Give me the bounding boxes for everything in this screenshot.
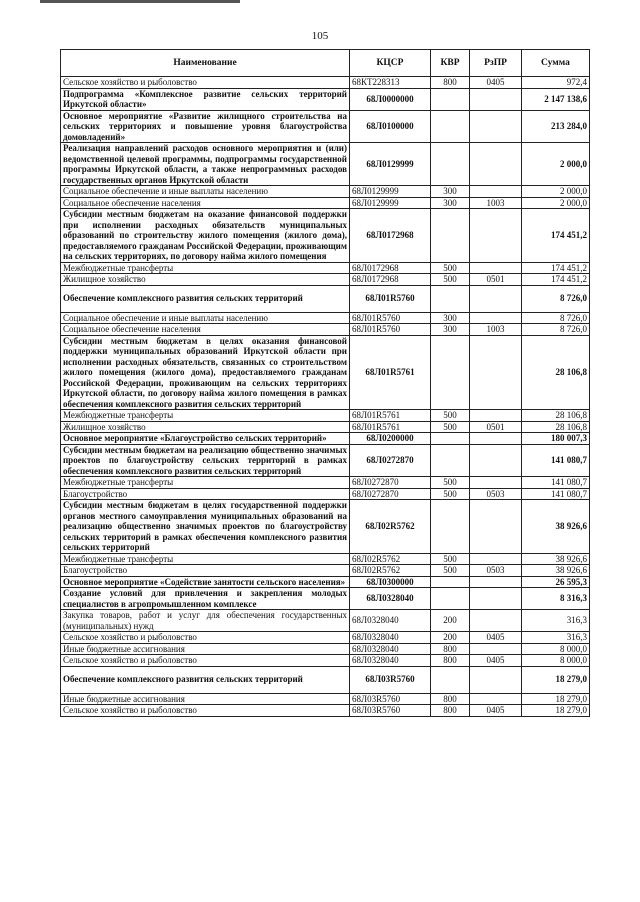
cell-rzpr: [470, 500, 522, 554]
cell-code: 68Л02R5762: [350, 553, 431, 565]
cell-name: Обеспечение комплексного развития сельских территорий: [61, 285, 350, 312]
cell-kvr: 500: [431, 410, 470, 422]
cell-name: Создание условий для привлечения и закрепления молодых специалистов в агропромышленном комплексе: [61, 588, 350, 610]
table-row: [61, 477, 590, 489]
cell-kvr: [431, 588, 470, 610]
cell-kvr: [431, 143, 470, 186]
cell-rzpr: [470, 643, 522, 655]
cell-rzpr: [470, 335, 522, 410]
cell-code: 68Л0129999: [350, 186, 431, 198]
cell-kvr: [431, 576, 470, 588]
cell-sum: 316,3: [522, 610, 590, 632]
cell-sum: 174 451,2: [522, 262, 590, 274]
cell-code: 68Л0172968: [350, 262, 431, 274]
cell-sum: 8 000,0: [522, 655, 590, 667]
table-header-row: [61, 50, 590, 77]
budget-table: [60, 49, 590, 717]
cell-kvr: [431, 500, 470, 554]
cell-code: 68Л0300000: [350, 576, 431, 588]
cell-code: 68Л01R5761: [350, 335, 431, 410]
cell-sum: 972,4: [522, 77, 590, 89]
cell-sum: 8 726,0: [522, 324, 590, 336]
cell-sum: 2 000,0: [522, 186, 590, 198]
cell-rzpr: 1003: [470, 324, 522, 336]
cell-name: Межбюджетные трансферты: [61, 477, 350, 489]
cell-rzpr: [470, 693, 522, 705]
cell-kvr: [431, 285, 470, 312]
cell-name: Межбюджетные трансферты: [61, 553, 350, 565]
table-row: [61, 500, 590, 554]
cell-rzpr: [470, 262, 522, 274]
cell-name: Иные бюджетные ассигнования: [61, 693, 350, 705]
cell-code: 68КТ228313: [350, 77, 431, 89]
cell-rzpr: 0501: [470, 421, 522, 433]
cell-kvr: 800: [431, 77, 470, 89]
cell-kvr: 500: [431, 553, 470, 565]
cell-name: Субсидии местным бюджетам в целях государственной поддержки органов местного самоуправления муниципальных образований на реализацию общественно значимых проектов по благоустройству сельских территорий в рамках обеспечения комплексного развития сельских территорий: [61, 500, 350, 554]
cell-sum: 8 726,0: [522, 285, 590, 312]
table-row: [61, 110, 590, 143]
cell-sum: 2 000,0: [522, 143, 590, 186]
cell-rzpr: 0405: [470, 77, 522, 89]
cell-sum: 213 284,0: [522, 110, 590, 143]
cell-kvr: [431, 335, 470, 410]
cell-sum: 180 007,3: [522, 433, 590, 445]
cell-name: Иные бюджетные ассигнования: [61, 643, 350, 655]
table-row: [61, 88, 590, 110]
cell-code: 68Л0272870: [350, 477, 431, 489]
cell-code: 68Л0328040: [350, 632, 431, 644]
table-row: [61, 433, 590, 445]
cell-rzpr: [470, 285, 522, 312]
cell-sum: 2 000,0: [522, 197, 590, 209]
header-kcsr: КЦСР: [350, 50, 431, 77]
table-row: [61, 655, 590, 667]
cell-rzpr: [470, 477, 522, 489]
cell-code: 68Л01R5761: [350, 421, 431, 433]
cell-rzpr: [470, 553, 522, 565]
cell-code: 68Л0000000: [350, 88, 431, 110]
cell-sum: 18 279,0: [522, 705, 590, 717]
cell-name: Основное мероприятие «Развитие жилищного строительства на сельских территориях и повышение уровня благоустройства домовладений»: [61, 110, 350, 143]
table-row: [61, 705, 590, 717]
table-row: [61, 143, 590, 186]
cell-sum: 141 080,7: [522, 444, 590, 477]
cell-rzpr: [470, 666, 522, 693]
table-body: [61, 77, 590, 717]
cell-code: 68Л0129999: [350, 143, 431, 186]
cell-name: Благоустройство: [61, 565, 350, 577]
cell-kvr: 300: [431, 312, 470, 324]
table-row: [61, 632, 590, 644]
cell-code: 68Л0172968: [350, 274, 431, 286]
cell-code: 68Л0129999: [350, 197, 431, 209]
cell-code: 68Л0272870: [350, 488, 431, 500]
cell-rzpr: [470, 110, 522, 143]
cell-kvr: [431, 209, 470, 263]
cell-code: 68Л01R5760: [350, 324, 431, 336]
cell-sum: 28 106,8: [522, 421, 590, 433]
cell-name: Сельское хозяйство и рыболовство: [61, 705, 350, 717]
cell-name: Сельское хозяйство и рыболовство: [61, 655, 350, 667]
cell-code: 68Л0328040: [350, 610, 431, 632]
cell-name: Основное мероприятие «Содействие занятости сельского населения»: [61, 576, 350, 588]
cell-rzpr: [470, 433, 522, 445]
cell-kvr: [431, 110, 470, 143]
table-row: [61, 553, 590, 565]
cell-code: 68Л0272870: [350, 444, 431, 477]
cell-code: 68Л01R5760: [350, 285, 431, 312]
table-row: [61, 285, 590, 312]
cell-kvr: 800: [431, 655, 470, 667]
cell-code: 68Л01R5761: [350, 410, 431, 422]
cell-kvr: 500: [431, 421, 470, 433]
header-rzpr: РзПР: [470, 50, 522, 77]
cell-rzpr: [470, 610, 522, 632]
cell-kvr: 500: [431, 274, 470, 286]
cell-name: Социальное обеспечение и иные выплаты населению: [61, 186, 350, 198]
cell-code: 68Л0172968: [350, 209, 431, 263]
cell-sum: 141 080,7: [522, 477, 590, 489]
table-row: [61, 576, 590, 588]
cell-kvr: 800: [431, 693, 470, 705]
cell-kvr: 200: [431, 610, 470, 632]
table-row: [61, 643, 590, 655]
cell-code: 68Л0328040: [350, 643, 431, 655]
cell-sum: 38 926,6: [522, 565, 590, 577]
cell-rzpr: [470, 444, 522, 477]
cell-kvr: [431, 444, 470, 477]
cell-code: 68Л02R5762: [350, 500, 431, 554]
cell-kvr: [431, 666, 470, 693]
cell-name: Социальное обеспечение населения: [61, 324, 350, 336]
cell-sum: 316,3: [522, 632, 590, 644]
cell-kvr: 500: [431, 262, 470, 274]
cell-code: 68Л0200000: [350, 433, 431, 445]
cell-name: Основное мероприятие «Благоустройство сельских территорий»: [61, 433, 350, 445]
cell-name: Субсидии местным бюджетам в целях оказания финансовой поддержки муниципальных образований Иркутской области при исполнении расходных обязательств, связанных со строительством жилого помещения (жилого дома), предоставляемого гражданам Российской Федерации, проживающим на сельских территориях Иркутской области, по договору найма жилого помещения в рамках обеспечения комплексного развития сельских территорий: [61, 335, 350, 410]
cell-code: 68Л03R5760: [350, 705, 431, 717]
table-row: [61, 588, 590, 610]
cell-kvr: 200: [431, 632, 470, 644]
cell-rzpr: [470, 312, 522, 324]
cell-name: Подпрограмма «Комплексное развитие сельских территорий Иркутской области»: [61, 88, 350, 110]
table-row: [61, 610, 590, 632]
cell-name: Сельское хозяйство и рыболовство: [61, 77, 350, 89]
table-row: [61, 335, 590, 410]
table-row: [61, 186, 590, 198]
table-row: [61, 444, 590, 477]
table-row: [61, 410, 590, 422]
cell-rzpr: [470, 186, 522, 198]
cell-sum: 8 000,0: [522, 643, 590, 655]
cell-name: Субсидии местным бюджетам на реализацию общественно значимых проектов по благоустройству сельских территорий в рамках обеспечения комплексного развития сельских территорий: [61, 444, 350, 477]
table-row: [61, 666, 590, 693]
cell-sum: 174 451,2: [522, 274, 590, 286]
cell-sum: 141 080,7: [522, 488, 590, 500]
cell-name: Жилищное хозяйство: [61, 421, 350, 433]
page-number: 105: [311, 30, 329, 42]
table-row: [61, 77, 590, 89]
cell-sum: 18 279,0: [522, 666, 590, 693]
cell-rzpr: 1003: [470, 197, 522, 209]
cell-rzpr: [470, 88, 522, 110]
cell-name: Межбюджетные трансферты: [61, 410, 350, 422]
cell-kvr: 300: [431, 186, 470, 198]
cell-kvr: [431, 88, 470, 110]
cell-rzpr: [470, 410, 522, 422]
cell-rzpr: 0405: [470, 632, 522, 644]
cell-kvr: 300: [431, 197, 470, 209]
cell-name: Жилищное хозяйство: [61, 274, 350, 286]
table-row: [61, 693, 590, 705]
cell-name: Межбюджетные трансферты: [61, 262, 350, 274]
cell-rzpr: 0405: [470, 655, 522, 667]
cell-kvr: [431, 433, 470, 445]
cell-kvr: 500: [431, 488, 470, 500]
cell-rzpr: [470, 143, 522, 186]
cell-kvr: 300: [431, 324, 470, 336]
table-row: [61, 324, 590, 336]
cell-name: Социальное обеспечение и иные выплаты населению: [61, 312, 350, 324]
table-row: [61, 274, 590, 286]
cell-sum: 18 279,0: [522, 693, 590, 705]
cell-name: Реализация направлений расходов основного мероприятия и (или) ведомственной целевой программы, подпрограммы государственной программы Иркутской области, а также непрограммных расходов государственных органов Иркутской области: [61, 143, 350, 186]
cell-name: Сельское хозяйство и рыболовство: [61, 632, 350, 644]
table-row: [61, 312, 590, 324]
scan-edge-mark: [40, 0, 240, 3]
table-row: [61, 262, 590, 274]
header-kvr: КВР: [431, 50, 470, 77]
cell-rzpr: 0405: [470, 705, 522, 717]
cell-name: Благоустройство: [61, 488, 350, 500]
cell-code: 68Л01R5760: [350, 312, 431, 324]
cell-sum: 8 316,3: [522, 588, 590, 610]
cell-kvr: 800: [431, 643, 470, 655]
cell-kvr: 500: [431, 565, 470, 577]
cell-rzpr: 0503: [470, 488, 522, 500]
cell-rzpr: 0501: [470, 274, 522, 286]
cell-sum: 38 926,6: [522, 500, 590, 554]
cell-code: 68Л03R5760: [350, 666, 431, 693]
cell-sum: 26 595,3: [522, 576, 590, 588]
cell-rzpr: [470, 209, 522, 263]
cell-code: 68Л0100000: [350, 110, 431, 143]
header-sum: Сумма: [522, 50, 590, 77]
cell-name: Закупка товаров, работ и услуг для обеспечения государственных (муниципальных) нужд: [61, 610, 350, 632]
cell-code: 68Л03R5760: [350, 693, 431, 705]
table-row: [61, 488, 590, 500]
cell-sum: 174 451,2: [522, 209, 590, 263]
cell-sum: 28 106,8: [522, 410, 590, 422]
cell-sum: 8 726,0: [522, 312, 590, 324]
cell-rzpr: 0503: [470, 565, 522, 577]
header-name: Наименование: [61, 50, 350, 77]
cell-sum: 38 926,6: [522, 553, 590, 565]
cell-code: 68Л0328040: [350, 655, 431, 667]
cell-code: 68Л02R5762: [350, 565, 431, 577]
cell-sum: 28 106,8: [522, 335, 590, 410]
cell-sum: 2 147 138,6: [522, 88, 590, 110]
table-row: [61, 209, 590, 263]
table-row: [61, 421, 590, 433]
cell-rzpr: [470, 588, 522, 610]
table-row: [61, 197, 590, 209]
cell-name: Обеспечение комплексного развития сельских территорий: [61, 666, 350, 693]
cell-code: 68Л0328040: [350, 588, 431, 610]
cell-kvr: 800: [431, 705, 470, 717]
cell-kvr: 500: [431, 477, 470, 489]
cell-rzpr: [470, 576, 522, 588]
cell-name: Субсидии местным бюджетам на оказание финансовой поддержки при исполнении расходных обязательств муниципальных образований по строительству жилого помещения (жилого дома), предоставляемого гражданам Российской Федерации, проживающим на сельских территориях, по договору найма жилого помещения: [61, 209, 350, 263]
cell-name: Социальное обеспечение населения: [61, 197, 350, 209]
table-row: [61, 565, 590, 577]
